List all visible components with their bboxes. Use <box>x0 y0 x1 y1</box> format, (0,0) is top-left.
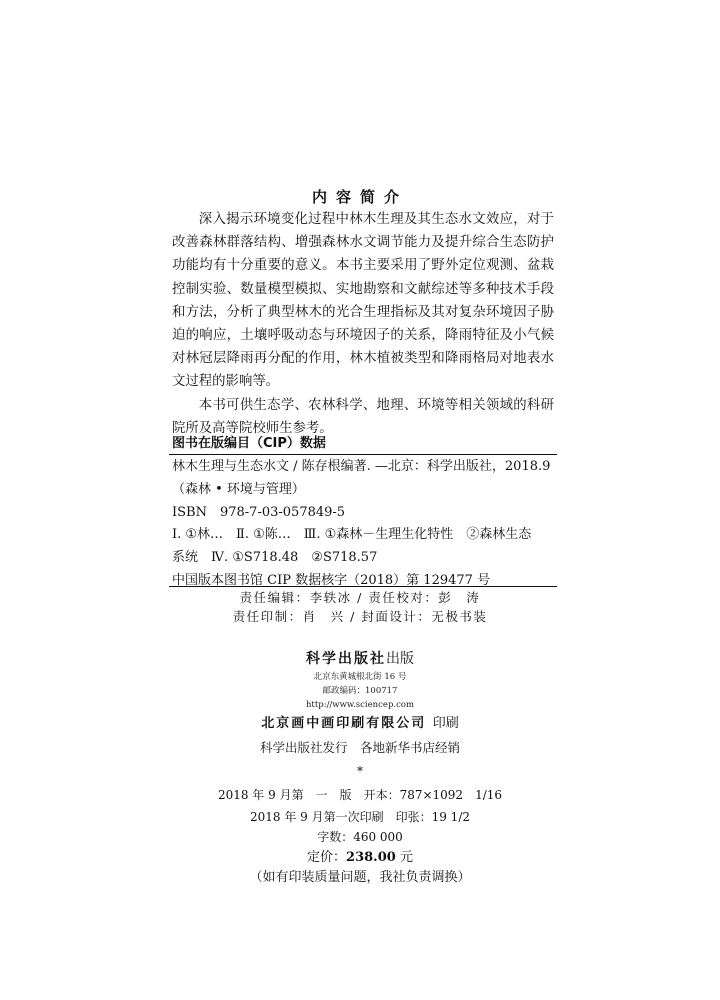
price-value: 238.00 <box>346 850 396 865</box>
summary-title: 内容简介 <box>311 188 408 206</box>
summary-paragraph: 深入揭示环境变化过程中林木生理及其生态水文效应，对于改善森林群落结构、增强森林水文调节能力及提升综合生态防护功能均有十分重要的意义。本书主要采用了野外定位观测、盆栽控制实验、数量模型模拟、实地勘察和文献综述等多种技术手段和方法，分析了典型林木的光合生理指标及其对复杂环境因子胁迫的响应，土壤呼吸动态与环境因子的关系，降雨特征及小气候对林冠层降雨再分配的作用，林木植被类型和降雨格局对地表水文过程的影响等。 <box>172 212 554 390</box>
printing-line: 2018 年 9 月第一次印刷 印张：19 1/2 <box>249 810 470 824</box>
word-count: 字数：460 000 <box>317 830 403 844</box>
printer-suffix: 印刷 <box>432 716 459 731</box>
cip-heading: 图书在版编目（CIP）数据 <box>172 436 326 451</box>
cip-line: ISBN 978-7-03-057849-5 <box>172 504 346 520</box>
printer-name: 北京画中画印刷有限公司 <box>261 716 427 731</box>
cip-line: （森林 • 环境与管理） <box>172 481 305 497</box>
publisher-suffix: 出版 <box>386 651 414 667</box>
editorial-credits <box>0 588 720 626</box>
summary-body <box>172 208 554 440</box>
quality-notice: （如有印装质量问题，我社负责调换） <box>249 870 471 885</box>
edition-line: 2018 年 9 月第 一 版 开本：787×1092 1/16 <box>217 788 503 802</box>
price-label: 定价： <box>307 850 347 865</box>
credits-production: 责任印制：肖 兴 / 封面设计：无极书装 <box>232 609 488 624</box>
cip-line: 中国版本图书馆 CIP 数据核字（2018）第 129477 号 <box>172 572 491 588</box>
cip-line: 林木生理与生态水文 / 陈存根编著. —北京：科学出版社，2018.9 <box>172 459 551 474</box>
printer-line <box>0 712 720 731</box>
publisher-website: http://www.sciencep.com <box>305 700 415 710</box>
publisher-name: 科学出版社 <box>306 651 386 667</box>
price-unit: 元 <box>399 850 413 865</box>
publisher-address: 北京东黄城根北街 16 号 <box>313 672 407 682</box>
distribution-line: 科学出版社发行 各地新华书店经销 <box>259 740 460 755</box>
publisher-postcode: 邮政编码：100717 <box>322 686 398 696</box>
cip-record <box>172 456 554 593</box>
separator-asterisk: * <box>357 764 363 778</box>
credits-editors: 责任编辑：李轶冰 / 责任校对：彭 涛 <box>239 590 481 605</box>
publisher-line <box>0 648 720 668</box>
cip-line: Ⅰ. ①林… Ⅱ. ①陈… Ⅲ. ①森林－生理生化特性 ②森林生态 <box>172 527 532 543</box>
price-line <box>0 846 720 865</box>
cip-line: 系统 Ⅳ. ①S718.48 ②S718.57 <box>172 550 378 566</box>
summary-paragraph: 本书可供生态学、农林科学、地理、环境等相关领域的科研院所及高等院校师生参考。 <box>172 397 554 436</box>
